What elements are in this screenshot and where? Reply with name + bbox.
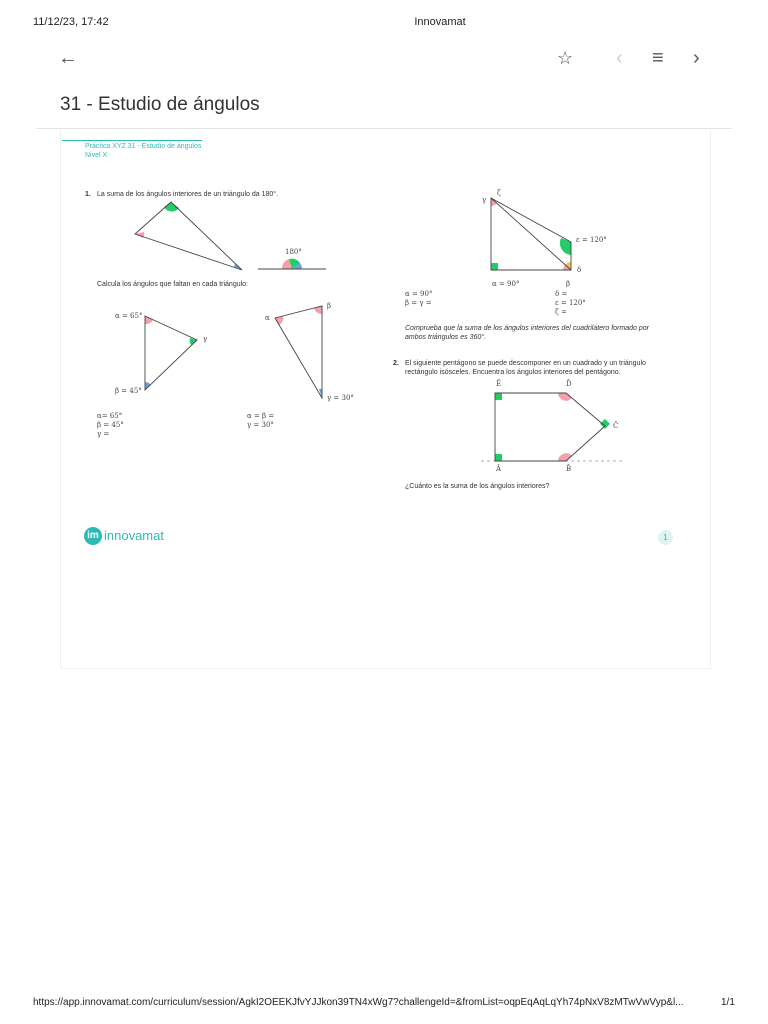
worksheet-level: Nivel X [85,152,108,159]
svg-text:α = 65°: α = 65° [115,312,143,320]
q1-number: 1. [85,191,91,198]
q2-text: rectángulo isósceles. Encuentra los ángulos interiores del pentágono. [405,369,621,376]
svg-text:γ: γ [482,196,487,204]
answer-line: α= 65° [97,412,123,420]
svg-text:β = 45°: β = 45° [115,387,142,395]
svg-text:γ = 30°: γ = 30° [327,394,354,402]
answer-line: δ = [555,290,568,298]
back-arrow-icon[interactable]: ← [58,47,78,69]
svg-text:D̂: D̂ [566,380,572,388]
check-text: Comprueba que la suma de los ángulos interiores del cuadrilátero formado por [405,325,649,332]
print-url: https://app.innovamat.com/curriculum/session/AgkI2OEEKJfvYJJkon39TN4xWg7?challengeId=&fromList=oqpEqAqLqYh74pNxV8zMTwVwVyp&l... [33,997,684,1008]
chevron-left-icon[interactable]: ‹ [616,47,623,69]
q2-text: El siguiente pentágono se puede descomponer en un cuadrado y un triángulo [405,360,646,367]
svg-text:δ: δ [577,266,582,274]
answer-line: β = γ = [405,299,432,307]
q1-text: La suma de los ángulos interiores de un triángulo da 180°. [97,191,279,198]
answer-line: γ = [97,430,110,438]
svg-text:Â: Â [496,465,502,473]
answer-line: ζ = [555,308,567,316]
page-number-badge: 1 [658,530,673,545]
answer-line: γ = 30° [247,421,274,429]
print-pages: 1/1 [721,997,735,1008]
logo-mark: im [84,527,102,545]
q2-question: ¿Cuánto es la suma de los ángulos interiores? [405,483,550,490]
svg-text:Ê: Ê [496,380,502,388]
answer-line: α = 90° [405,290,433,298]
svg-text:B̂: B̂ [566,465,572,473]
print-title: Innovamat [414,16,466,28]
triangle-a [115,312,207,395]
logo-text: innovamat [104,528,164,543]
q2-number: 2. [393,360,399,367]
svg-text:β: β [327,302,332,310]
worksheet-title: Práctica XYZ 31 - Estudio de ángulos [85,143,202,150]
triangle-sum-figure [135,202,326,270]
straight-angle-label: 180° [285,248,302,256]
pentagon-figure [481,379,625,473]
favorite-star-icon[interactable]: ☆ [557,48,574,68]
answer-line: ε = 120° [555,299,586,307]
svg-text:ζ: ζ [497,189,501,197]
check-text: ambos triángulos es 360°. [405,334,487,341]
quadrilateral-figure [482,189,607,288]
triangle [135,202,242,270]
svg-text:Ĉ: Ĉ [613,422,619,430]
svg-text:γ: γ [203,335,208,343]
answer-line: α = β = [247,412,275,420]
menu-icon[interactable]: ≡ [652,47,664,69]
answer-line: β = 45° [97,421,124,429]
print-datetime: 11/12/23, 17:42 [33,16,109,28]
page-title: 31 - Estudio de ángulos [60,94,260,115]
triangle-b [265,302,354,402]
svg-text:α = 90°: α = 90° [492,280,520,288]
svg-text:β: β [566,280,571,288]
chevron-right-icon[interactable]: › [693,47,700,69]
svg-text:ε = 120°: ε = 120° [576,236,607,244]
svg-text:α: α [265,314,270,322]
q1-instruction: Calcula los ángulos que faltan en cada triángulo: [97,281,248,288]
